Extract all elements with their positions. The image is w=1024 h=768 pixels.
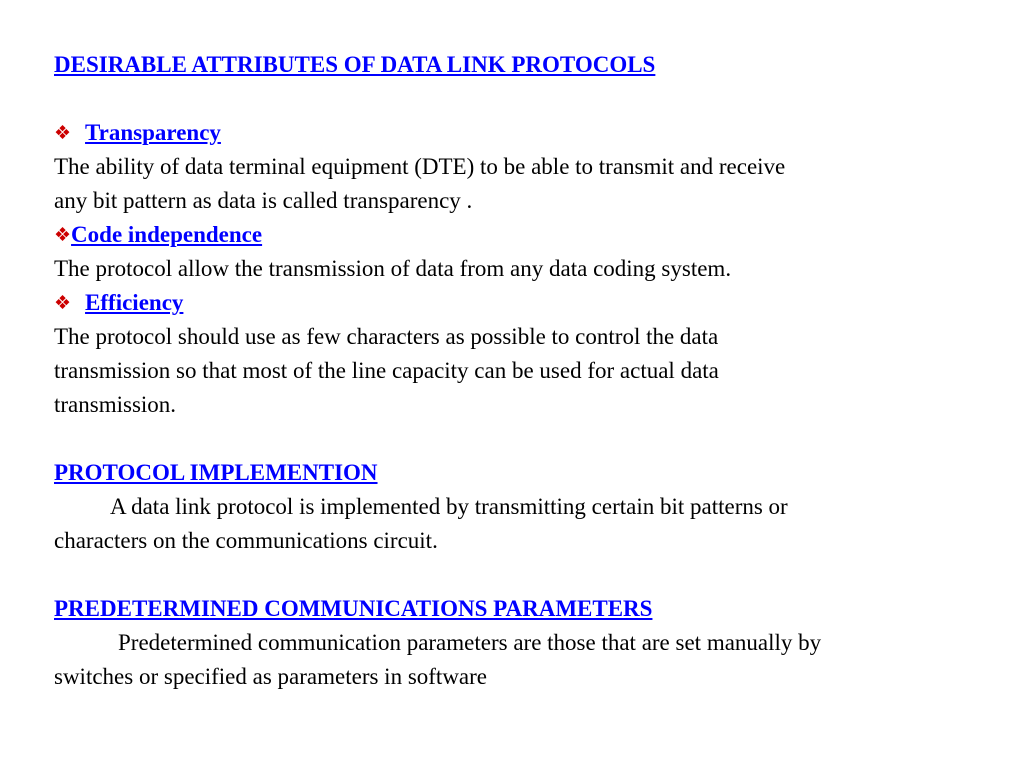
attribute-text-line: The protocol should use as few characters as possible to control the data <box>54 324 719 349</box>
section-text-line <box>54 490 999 524</box>
diamond-bullet-icon: ❖ <box>54 225 72 246</box>
attribute-text-line: any bit pattern as data is called transparency . <box>54 188 473 213</box>
attribute-text-line: transmission so that most of the line capacity can be used for actual data <box>54 358 719 383</box>
attribute-heading-code-independence <box>54 218 999 252</box>
section-text-line: switches or specified as parameters in software <box>54 664 488 689</box>
section-heading-protocol-implemention: PROTOCOL IMPLEMENTION <box>54 460 378 485</box>
slide-content <box>54 48 999 694</box>
attribute-text-line: The protocol allow the transmission of data from any data coding system. <box>54 256 732 281</box>
attribute-heading-label: Efficiency <box>85 290 184 315</box>
section-text-line: characters on the communications circuit. <box>54 528 438 553</box>
spacer <box>54 422 999 456</box>
attribute-text-line: transmission. <box>54 392 177 417</box>
section-text: A data link protocol is implemented by transmitting certain bit patterns or <box>110 494 788 519</box>
attribute-heading-label: Code independence <box>71 222 263 247</box>
diamond-bullet-icon: ❖ <box>54 293 72 314</box>
attribute-heading-transparency <box>54 116 999 150</box>
spacer <box>54 82 999 116</box>
page-title: DESIRABLE ATTRIBUTES OF DATA LINK PROTOCOLS <box>54 52 656 77</box>
spacer <box>54 558 999 592</box>
section-text-line <box>54 626 999 660</box>
section-heading-predetermined-parameters: PREDETERMINED COMMUNICATIONS PARAMETERS <box>54 596 653 621</box>
attribute-text-line: The ability of data terminal equipment (DTE) to be able to transmit and receive <box>54 154 786 179</box>
attribute-heading-label: Transparency <box>85 120 221 145</box>
attribute-heading-efficiency <box>54 286 999 320</box>
diamond-bullet-icon: ❖ <box>54 123 72 144</box>
section-text: Predetermined communication parameters are those that are set manually by <box>118 630 822 655</box>
